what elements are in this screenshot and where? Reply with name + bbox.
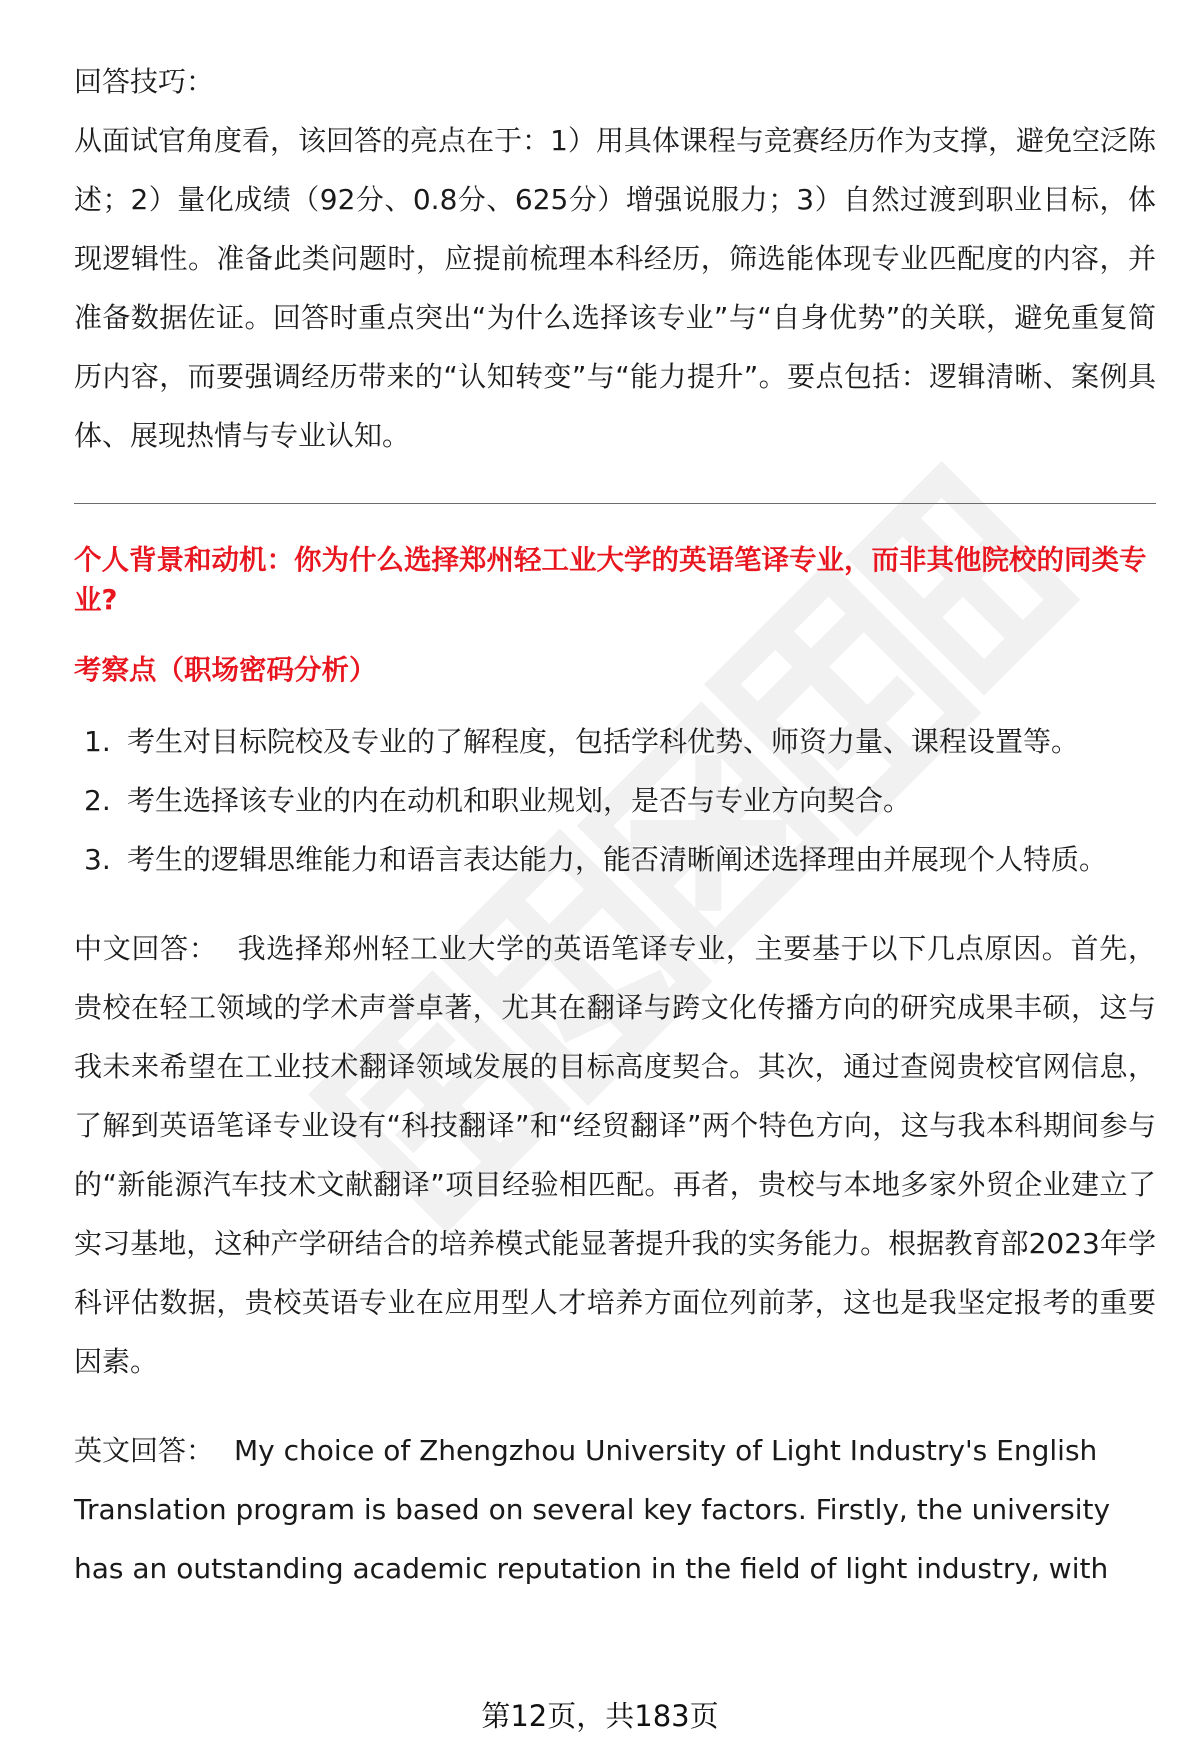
page-number: 第12页，共183页 xyxy=(481,1699,719,1733)
list-text: 考生选择该专业的内在动机和职业规划，是否与专业方向契合。 xyxy=(127,784,912,817)
answer-english-body: My choice of Zhengzhou University of Light Industry's English Translation program is based on several key factors. Firstly, the university has an outstanding academic reputation in the field of light industry, with xyxy=(74,1434,1111,1585)
answer-chinese-body: 我选择郑州轻工业大学的英语笔译专业，主要基于以下几点原因。首先，贵校在轻工领域的学术声誉卓著，尤其在翻译与跨文化传播方向的研究成果丰硕，这与我未来希望在工业技术翻译领域发展的目标高度契合。其次，通过查阅贵校官网信息，了解到英语笔译专业设有“科技翻译”和“经贸翻译”两个特色方向，这与我本科期间参与的“新能源汽车技术文献翻译”项目经验相匹配。再者，贵校与本地多家外贸企业建立了实习基地，这种产学研结合的培养模式能显著提升我的实务能力。根据教育部2023年学科评估数据，贵校英语专业在应用型人才培养方面位列前茅，这也是我坚定报考的重要因素。 xyxy=(74,932,1156,1378)
list-item xyxy=(74,771,1156,830)
question-title: 个人背景和动机：你为什么选择郑州轻工业大学的英语笔译专业，而非其他院校的同类专业? xyxy=(74,544,1147,616)
answer-english-lead: 英文回答： xyxy=(74,1434,215,1467)
list-text: 考生对目标院校及专业的了解程度，包括学科优势、师资力量、课程设置等。 xyxy=(127,725,1080,758)
list-item xyxy=(74,830,1156,889)
focus-heading: 考察点（职场密码分析） xyxy=(74,654,377,686)
answer-english xyxy=(74,1421,1156,1598)
focus-points-list xyxy=(74,712,1156,889)
list-number: 3. xyxy=(84,843,111,876)
tips-body: 从面试官角度看，该回答的亮点在于：1）用具体课程与竞赛经历作为支撑，避免空泛陈述；2）量化成绩（92分、0.8分、625分）增强说服力；3）自然过渡到职业目标，体现逻辑性。准备此类问题时，应提前梳理本科经历，筛选能体现专业匹配度的内容，并准备数据佐证。回答时重点突出“为什么选择该专业”与“自身优势”的关联，避免重复简历内容，而要强调经历带来的“认知转变”与“能力提升”。要点包括：逻辑清晰、案例具体、展现热情与专业认知。 xyxy=(74,124,1156,452)
list-text: 考生的逻辑思维能力和语言表达能力，能否清晰阐述选择理由并展现个人特质。 xyxy=(127,843,1108,876)
list-number: 1. xyxy=(84,725,111,758)
answer-chinese xyxy=(74,919,1156,1391)
page-content xyxy=(74,52,1156,1598)
section-divider xyxy=(74,503,1156,504)
list-item xyxy=(74,712,1156,771)
answer-chinese-lead: 中文回答： xyxy=(74,932,218,965)
list-number: 2. xyxy=(84,784,111,817)
tips-heading: 回答技巧： xyxy=(74,65,215,98)
